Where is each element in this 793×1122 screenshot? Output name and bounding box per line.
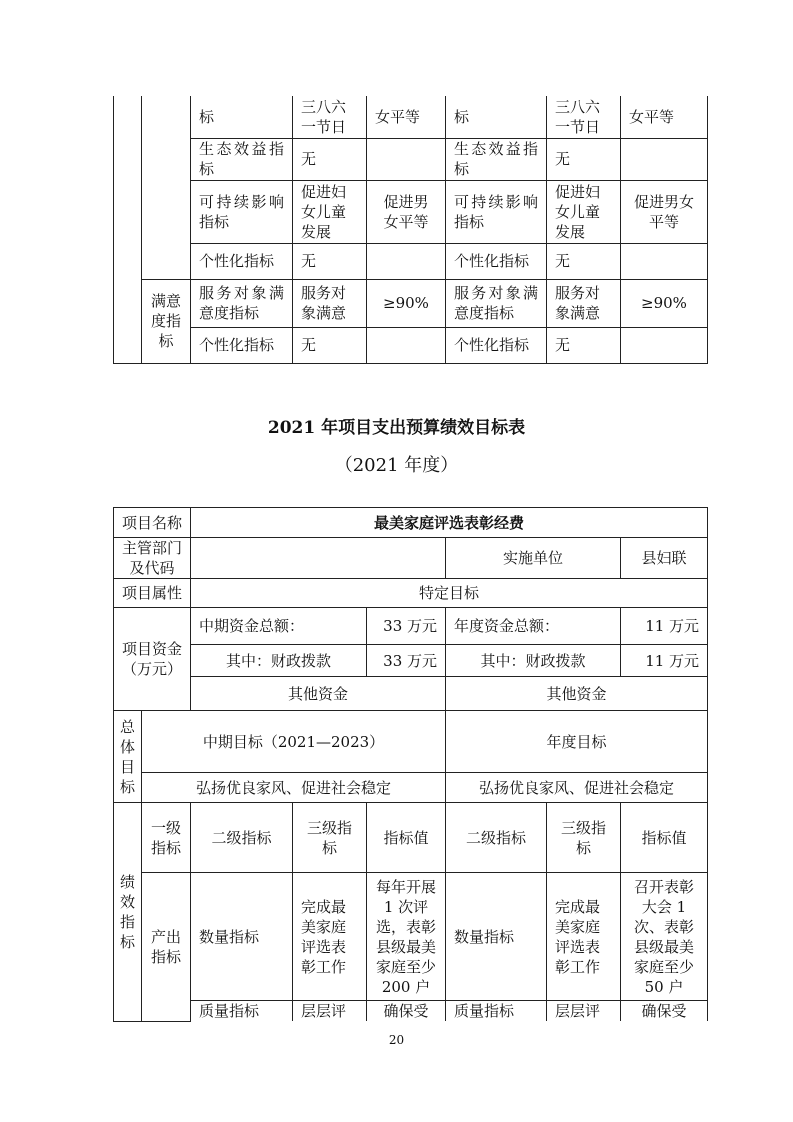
indicator-value-cell-annual: 确保受	[621, 1001, 708, 1022]
right-target-cell: 无	[547, 243, 621, 279]
left-target-cell: 无	[293, 138, 367, 180]
left-indicator-cell: 个性化指标	[191, 327, 293, 363]
page-subtitle: （2021 年度）	[334, 455, 459, 476]
header-level1: 一级指标	[142, 803, 191, 873]
header-value: 指标值	[367, 803, 446, 873]
left-target-cell: 无	[293, 243, 367, 279]
table-row	[114, 873, 708, 1001]
table-row	[114, 579, 708, 608]
left-target-cell: 三八六一节日	[293, 96, 367, 138]
table-row	[114, 138, 708, 180]
table-row	[114, 608, 708, 645]
continued-indicator-table	[113, 96, 708, 364]
right-target-cell: 无	[547, 138, 621, 180]
right-indicator-cell: 可持续影响指标	[446, 180, 547, 243]
left-target-cell: 无	[293, 327, 367, 363]
header-level3: 三级指标	[293, 803, 367, 873]
output-indicator-label: 产出指标	[142, 873, 191, 1022]
annual-total-label: 年度资金总额：	[446, 608, 621, 645]
header-value-annual: 指标值	[621, 803, 708, 873]
level3-indicator-cell: 层层评	[293, 1001, 367, 1022]
left-value-cell	[367, 138, 446, 180]
table-row	[114, 96, 708, 138]
table-row	[114, 773, 708, 803]
annual-fiscal-label: 其中：财政拨款	[446, 645, 621, 677]
left-value-cell: ≥90%	[367, 279, 446, 327]
table-row	[114, 180, 708, 243]
table-row	[114, 538, 708, 579]
right-indicator-cell: 个性化指标	[446, 243, 547, 279]
left-value-cell: 促进男女平等	[367, 180, 446, 243]
right-value-cell: ≥90%	[621, 279, 708, 327]
annual-total-value: 11 万元	[621, 608, 708, 645]
right-value-cell: 促进男女平等	[621, 180, 708, 243]
annual-goal-label: 年度目标	[446, 711, 708, 773]
annual-goal-value: 弘扬优良家风、促进社会稳定	[446, 773, 708, 803]
level2-indicator-cell: 质量指标	[191, 1001, 293, 1022]
page-title: 2021 年项目支出预算绩效目标表	[267, 418, 526, 438]
right-value-cell	[621, 327, 708, 363]
mid-term-total-label: 中期资金总额：	[191, 608, 367, 645]
left-target-cell: 促进妇女儿童发展	[293, 180, 367, 243]
indicator-value-cell: 确保受	[367, 1001, 446, 1022]
page-number: 20	[388, 1033, 405, 1047]
annual-other-funds-label: 其他资金	[446, 677, 708, 711]
level3-indicator-cell-annual: 完成最美家庭评选表彰工作	[547, 873, 621, 1001]
left-value-cell: 女平等	[367, 96, 446, 138]
project-name-label: 项目名称	[114, 508, 191, 538]
performance-target-table	[113, 507, 708, 1022]
indicator-value-cell-annual: 召开表彰大会 1 次、表彰县级最美家庭至少 50 户	[621, 873, 708, 1001]
mid-term-other-funds-label: 其他资金	[191, 677, 446, 711]
margin-cell	[114, 96, 142, 363]
mid-term-fiscal-value: 33 万元	[367, 645, 446, 677]
department-label: 主管部门及代码	[114, 538, 191, 579]
right-target-cell: 三八六一节日	[547, 96, 621, 138]
table-row	[114, 327, 708, 363]
level2-indicator-cell: 数量指标	[191, 873, 293, 1001]
table-row	[114, 645, 708, 677]
implementing-unit-label: 实施单位	[446, 538, 621, 579]
left-indicator-cell: 可持续影响指标	[191, 180, 293, 243]
right-value-cell	[621, 138, 708, 180]
left-indicator-cell: 生态效益指标	[191, 138, 293, 180]
project-funds-label: 项目资金（万元）	[114, 608, 191, 711]
left-indicator-cell: 个性化指标	[191, 243, 293, 279]
overall-goal-label: 总体目标	[114, 711, 142, 803]
right-indicator-cell: 生态效益指标	[446, 138, 547, 180]
project-name-value: 最美家庭评选表彰经费	[191, 508, 708, 538]
table-row	[114, 243, 708, 279]
right-indicator-cell: 个性化指标	[446, 327, 547, 363]
table-row	[114, 677, 708, 711]
header-level2-annual: 二级指标	[446, 803, 547, 873]
level2-indicator-cell-annual: 质量指标	[446, 1001, 547, 1022]
right-value-cell	[621, 243, 708, 279]
annual-fiscal-value: 11 万元	[621, 645, 708, 677]
mid-term-fiscal-label: 其中：财政拨款	[191, 645, 367, 677]
table-row	[114, 1001, 708, 1022]
right-target-cell: 服务对象满意	[547, 279, 621, 327]
performance-indicator-label: 绩效指标	[114, 803, 142, 1022]
left-target-cell: 服务对象满意	[293, 279, 367, 327]
left-indicator-cell: 标	[191, 96, 293, 138]
header-level3-annual: 三级指标	[547, 803, 621, 873]
left-value-cell	[367, 243, 446, 279]
project-attribute-value: 特定目标	[191, 579, 708, 608]
implementing-unit-value: 县妇联	[621, 538, 708, 579]
right-target-cell: 促进妇女儿童发展	[547, 180, 621, 243]
level3-indicator-cell-annual: 层层评	[547, 1001, 621, 1022]
right-target-cell: 无	[547, 327, 621, 363]
mid-term-goal-value: 弘扬优良家风、促进社会稳定	[142, 773, 446, 803]
right-indicator-cell: 标	[446, 96, 547, 138]
mid-term-goal-label: 中期目标（2021—2023）	[142, 711, 446, 773]
table-row	[114, 711, 708, 773]
mid-term-total-value: 33 万元	[367, 608, 446, 645]
level3-indicator-cell: 完成最美家庭评选表彰工作	[293, 873, 367, 1001]
left-value-cell	[367, 327, 446, 363]
header-level2: 二级指标	[191, 803, 293, 873]
table-row	[114, 803, 708, 873]
project-attribute-label: 项目属性	[114, 579, 191, 608]
table-row	[114, 279, 708, 327]
table-row	[114, 508, 708, 538]
satisfaction-group-label: 满意度指标	[142, 279, 191, 363]
group-cell	[142, 96, 191, 279]
department-value	[191, 538, 446, 579]
indicator-value-cell: 每年开展 1 次评选，表彰县级最美家庭至少 200 户	[367, 873, 446, 1001]
right-value-cell: 女平等	[621, 96, 708, 138]
left-indicator-cell: 服务对象满意度指标	[191, 279, 293, 327]
right-indicator-cell: 服务对象满意度指标	[446, 279, 547, 327]
level2-indicator-cell-annual: 数量指标	[446, 873, 547, 1001]
